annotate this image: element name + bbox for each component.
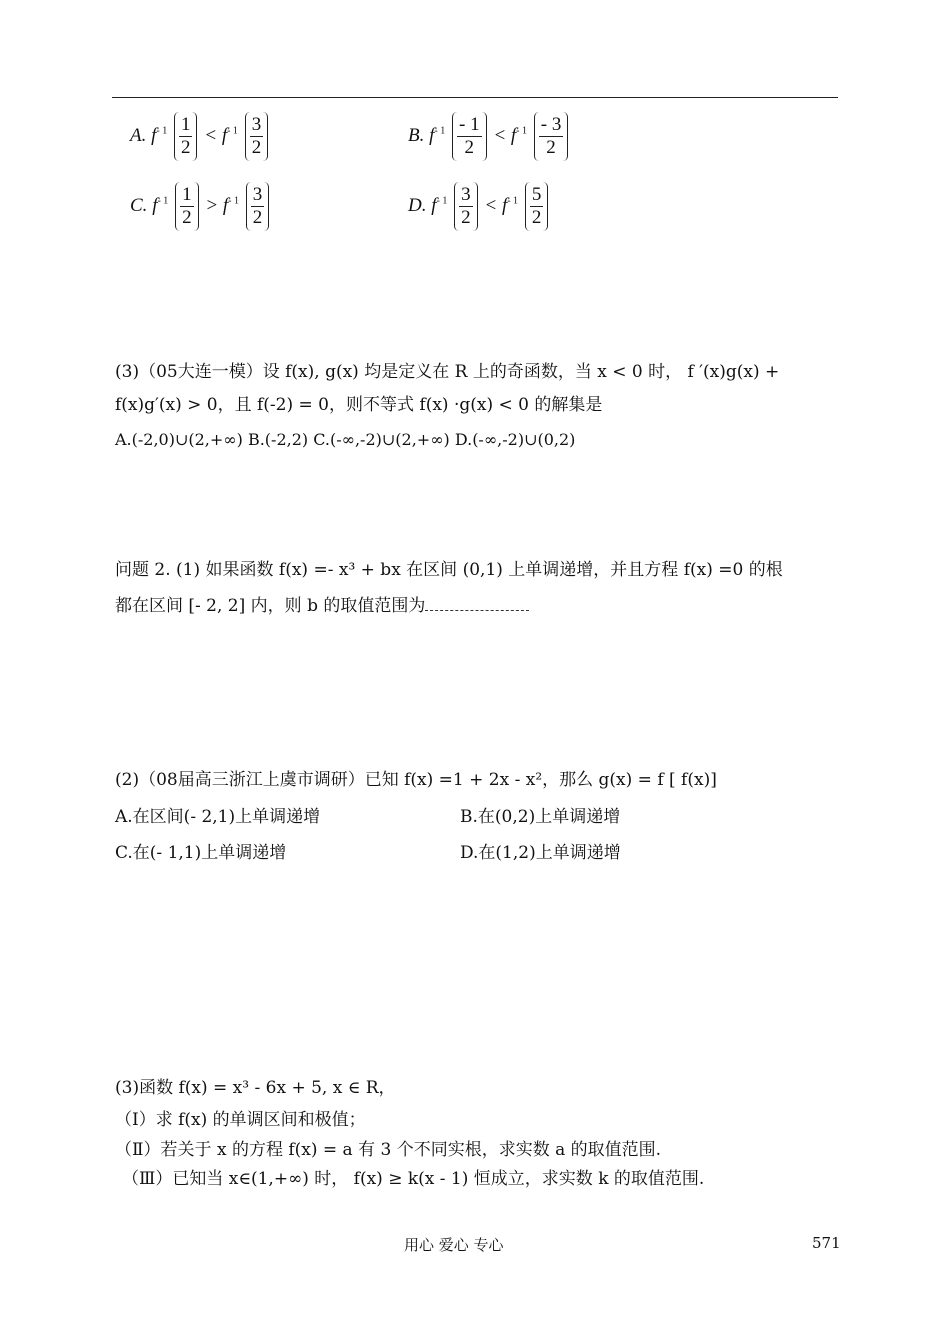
problem2-3-line2: （Ⅰ）求 f(x) 的单调区间和极值； xyxy=(115,1110,366,1130)
problem2-3-line3: （Ⅱ）若关于 x 的方程 f(x) = a 有 3 个不同实根，求实数 a 的取值范围. xyxy=(115,1140,662,1160)
footer-slogan: 用心 爱心 专心 xyxy=(404,1236,504,1254)
problem2-2-line1: (2)（08届高三浙江上虞市调研）已知 f(x) =1 + 2x - x²，那么 g(x) = f [ f(x)] xyxy=(115,770,717,790)
q3-dalian-line1: (3)（05大连一模）设 f(x), g(x) 均是定义在 R 上的奇函数，当 x < 0 时， f ′(x)g(x) + xyxy=(115,362,780,382)
option-a: A. $f^{- 1}$ $\frac{1}{2}$ < $f^{- 1}$ $\frac{3}{2}$ xyxy=(130,112,270,161)
problem2-2-option-a: A.在区间(- 2,1)上单调递增 xyxy=(115,807,321,827)
q3-dalian-options: A.(-2,0)∪(2,+∞) B.(-2,2) C.(-∞,-2)∪(2,+∞) D.(-∞,-2)∪(0,2) xyxy=(115,430,576,449)
option-b: B. $f^{- 1}$ $\frac{- 1}{2}$ < $f^{- 1}$ $\frac{- 3}{2}$ xyxy=(408,112,570,161)
page-number: 571 xyxy=(812,1234,841,1252)
q3-dalian-line2: f(x)g′(x) > 0，且 f(-2) = 0，则不等式 f(x) ·g(x) < 0 的解集是 xyxy=(115,395,603,415)
problem2-2-option-b: B.在(0,2)上单调递增 xyxy=(460,807,621,827)
problem2-1-line2: 都在区间 [- 2, 2] 内，则 b 的取值范围为 xyxy=(115,594,529,618)
problem2-2-option-d: D.在(1,2)上单调递增 xyxy=(460,843,621,863)
problem2-2-option-c: C.在(- 1,1)上单调递增 xyxy=(115,843,287,863)
header-rule xyxy=(112,97,838,98)
option-c: C. $f^{- 1}$ $\frac{1}{2}$ > $f^{- 1}$ $\frac{3}{2}$ xyxy=(130,182,271,231)
problem2-3-line1: (3)函数 f(x) = x³ - 6x + 5, x ∈ R， xyxy=(115,1078,396,1098)
problem2-1-line1: 问题 2. (1) 如果函数 f(x) =- x³ + bx 在区间 (0,1) 上单调递增，并且方程 f(x) =0 的根 xyxy=(115,560,783,580)
problem2-3-line4: （Ⅲ）已知当 x∈(1,+∞) 时， f(x) ≥ k(x - 1) 恒成立，求实数 k 的取值范围. xyxy=(122,1169,705,1189)
option-d: D. $f^{- 1}$ $\frac{3}{2}$ < $f^{- 1}$ $\frac{5}{2}$ xyxy=(408,182,550,231)
answer-blank xyxy=(425,596,529,611)
